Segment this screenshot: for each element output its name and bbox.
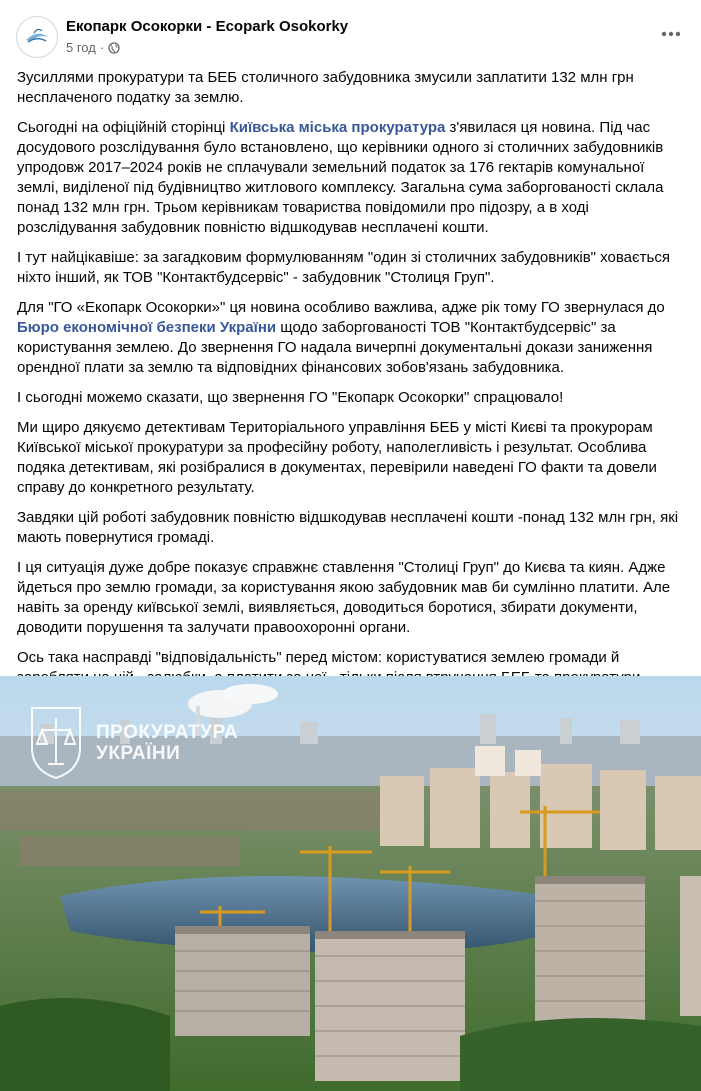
paragraph-text: щодо заборгованості ТОВ "Контактбудсервіс" за користування землею. До звернення ГО надала вичерпні документальні докази заниження орендної плати за землю та відповідних фінансових зобов'язань забудовника.	[17, 319, 653, 376]
paragraph-text: Ми щиро дякуємо детективам Територіального управління БЕБ у місті Києві та прокурорам Київської міської прокуратури за професійну роботу, наполегливість і результат. Особлива подяка детективам, які розібралися в документах, перевірили наведені ГО факти та довели справу до конкретного результату.	[17, 419, 657, 496]
post-header	[0, 0, 701, 70]
mention-link[interactable]: Київська міська прокуратура	[229, 119, 446, 136]
post-paragraph	[17, 248, 687, 288]
ecopark-logo-icon	[17, 17, 57, 57]
page-name-link[interactable]: Екопарк Осокорки - Ecopark Osokorky	[66, 18, 349, 35]
paragraph-text: І сьогодні можемо сказати, що звернення ГО "Екопарк Осокорки" спрацювало!	[17, 389, 564, 406]
paragraph-text: Для "ГО «Екопарк Осокорки»" ця новина особливо важлива, адже рік тому ГО звернулася до	[17, 299, 665, 316]
post-image[interactable]	[0, 676, 701, 1091]
post-text	[17, 68, 687, 698]
more-options-icon	[661, 31, 681, 37]
post-paragraph	[17, 508, 687, 548]
prosecutor-emblem-icon	[26, 704, 86, 782]
post-paragraph	[17, 298, 687, 378]
watermark-line-2: УКРАЇНИ	[96, 743, 181, 764]
prosecutor-watermark	[26, 704, 238, 782]
paragraph-text: Зусиллями прокуратури та БЕБ столичного забудовника змусили заплатити 132 млн грн несплаченого податку за землю.	[17, 69, 634, 106]
paragraph-text: І тут найцікавіше: за загадковим формулюванням "один зі столичних забудовників" ховається ніхто інший, як ТОВ "Контактбудсервіс" - забудовник "Столиця Груп".	[17, 249, 670, 286]
more-options-button[interactable]	[655, 20, 687, 48]
watermark-text	[96, 722, 238, 764]
post-time[interactable]: 5 год	[66, 40, 96, 55]
paragraph-text: Ось така насправді "відповідальність" перед містом: користуватися землею громади й	[17, 649, 620, 666]
post-paragraph	[17, 118, 687, 238]
paragraph-text: І ця ситуація дуже добре показує справжнє ставлення "Столиці Груп" до Києва та киян. Адже йдеться про землю громади, за користування якою забудовник мав би сумлінно платити. Але навіть за оренду київської землі, виявляється, доводиться боротися, збирати документи, доводити порушення та залучати правоохоронні органи.	[17, 559, 671, 636]
post-paragraph	[17, 558, 687, 638]
post-meta	[66, 40, 120, 55]
page-avatar[interactable]	[16, 16, 58, 58]
globe-icon[interactable]	[108, 42, 120, 54]
post-paragraph	[17, 418, 687, 498]
watermark-line-1: ПРОКУРАТУРА	[96, 722, 239, 743]
post-paragraph	[17, 388, 687, 408]
paragraph-text: з'явилася ця новина. Під час досудового розслідування було встановлено, що керівники одного зі столичних забудовників упродовж 2017–2024 років не сплачували земельний податок за 176 гектарів комунальної землі, виділеної під будівництво житлового комплексу. Загальна сума заборгованості склала понад 132 млн грн. Трьом керівникам товариства повідомили про підозру, а в ході розслідування забудовник повністю відшкодував несплачені кошти.	[17, 119, 664, 236]
meta-separator: ·	[99, 40, 105, 55]
mention-link[interactable]: Бюро економічної безпеки України	[17, 319, 277, 336]
paragraph-text: Завдяки цій роботі забудовник повністю відшкодував несплачені кошти -понад 132 млн грн, які мають повернутися громаді.	[17, 509, 679, 546]
paragraph-text: Сьогодні на офіційній сторінці	[17, 119, 230, 136]
post-paragraph	[17, 68, 687, 108]
